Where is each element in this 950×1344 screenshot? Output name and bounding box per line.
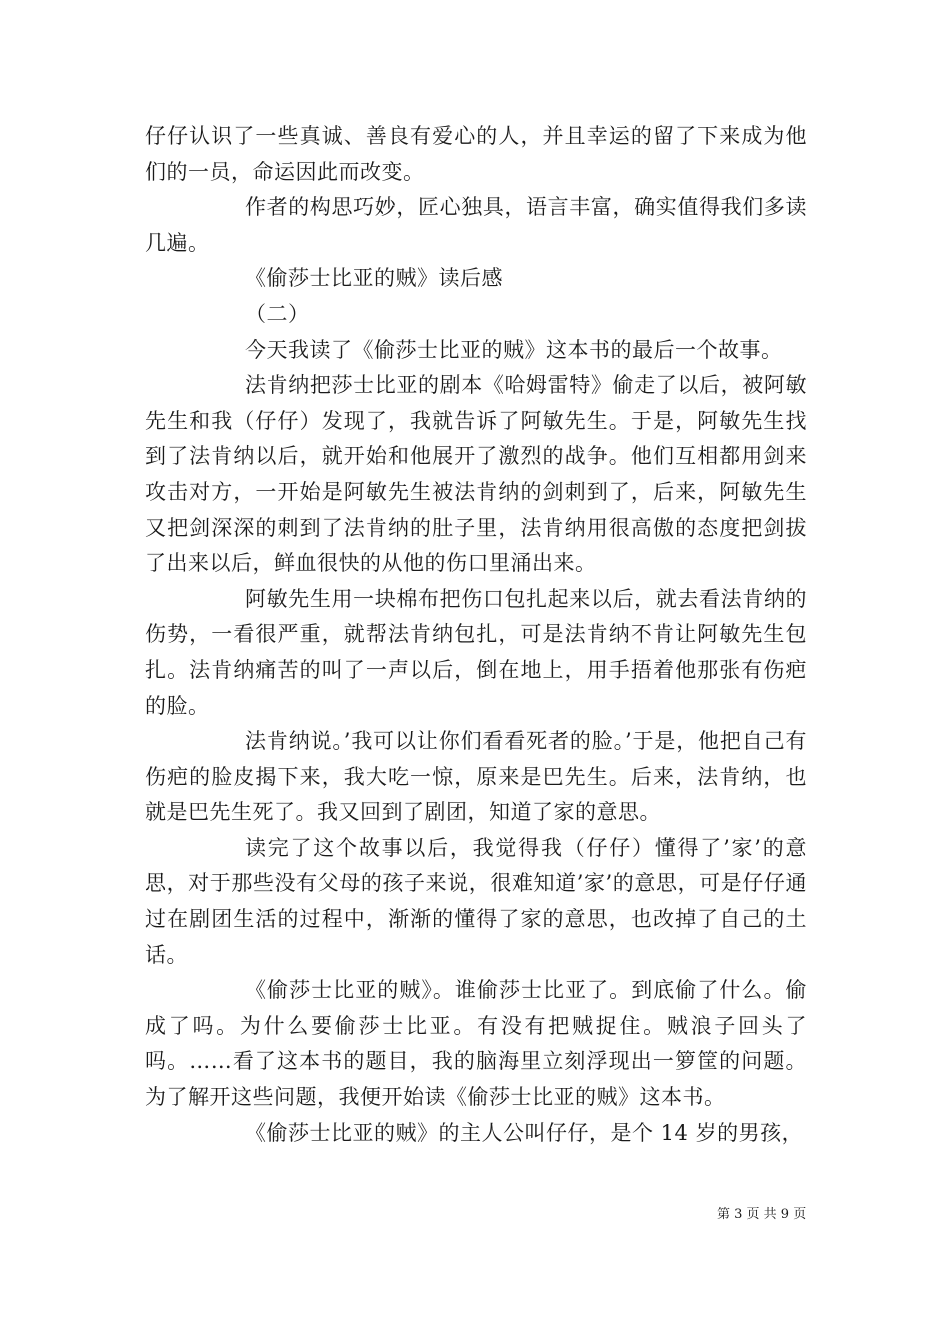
document-body [145,119,807,1151]
paragraph-continuation: 仔仔认识了一些真诚、善良有爱心的人，并且幸运的留了下来成为他们的一员，命运因此而改变。 [145,124,807,184]
paragraph-intro: 今天我读了《偷莎士比亚的贼》这本书的最后一个故事。 [245,337,783,362]
paragraph-wound: 阿敏先生用一块棉布把伤口包扎起来以后，就去看法肯纳的伤势，一看很严重，就帮法肯纳包扎，可是法肯纳不肯让阿敏先生包扎。法肯纳痛苦的叫了一声以后，倒在地上，用手捂着他那张有伤疤的脸。 [145,586,807,718]
paragraph-duel: 法肯纳把莎士比亚的剧本《哈姆雷特》偷走了以后，被阿敏先生和我（仔仔）发现了，我就告诉了阿敏先生。于是，阿敏先生找到了法肯纳以后，就开始和他展开了激烈的战争。他们互相都用剑来攻击对方，一开始是阿敏先生被法肯纳的剑刺到了，后来，阿敏先生又把剑深深的刺到了法肯纳的肚子里，法肯纳用很高傲的态度把剑拔了出来以后，鲜血很快的从他的伤口里涌出来。 [145,373,807,576]
paragraph-author-praise: 作者的构思巧妙，匠心独具，语言丰富，确实值得我们多读几遍。 [145,195,807,255]
paragraph-questions: 《偷莎士比亚的贼》。谁偷莎士比亚了。到底偷了什么。偷成了吗。为什么要偷莎士比亚。有没有把贼捉住。贼浪子回头了吗。……看了这本书的题目，我的脑海里立刻浮现出一箩筐的问题。为了解开这些问题，我便开始读《偷莎士比亚的贼》这本书。 [145,978,807,1110]
paragraph-reveal: 法肯纳说。’我可以让你们看看死者的脸。’于是，他把自己有伤疤的脸皮揭下来，我大吃一惊，原来是巴先生。后来，法肯纳，也就是巴先生死了。我又回到了剧团，知道了家的意思。 [145,729,807,825]
section-title: 《偷莎士比亚的贼》读后感 [245,266,503,291]
paragraph-reflection: 读完了这个故事以后，我觉得我（仔仔）懂得了’家’的意思，对于那些没有父母的孩子来说，很难知道’家’的意思，可是仔仔通过在剧团生活的过程中，渐渐的懂得了家的意思，也改掉了自己的土话。 [145,835,807,967]
page-footer: 第 3 页 共 9 页 [717,1207,807,1222]
paragraph-protagonist: 《偷莎士比亚的贼》的主人公叫仔仔，是个 14 岁的男孩， [245,1120,804,1145]
section-number: （二） [245,301,310,326]
